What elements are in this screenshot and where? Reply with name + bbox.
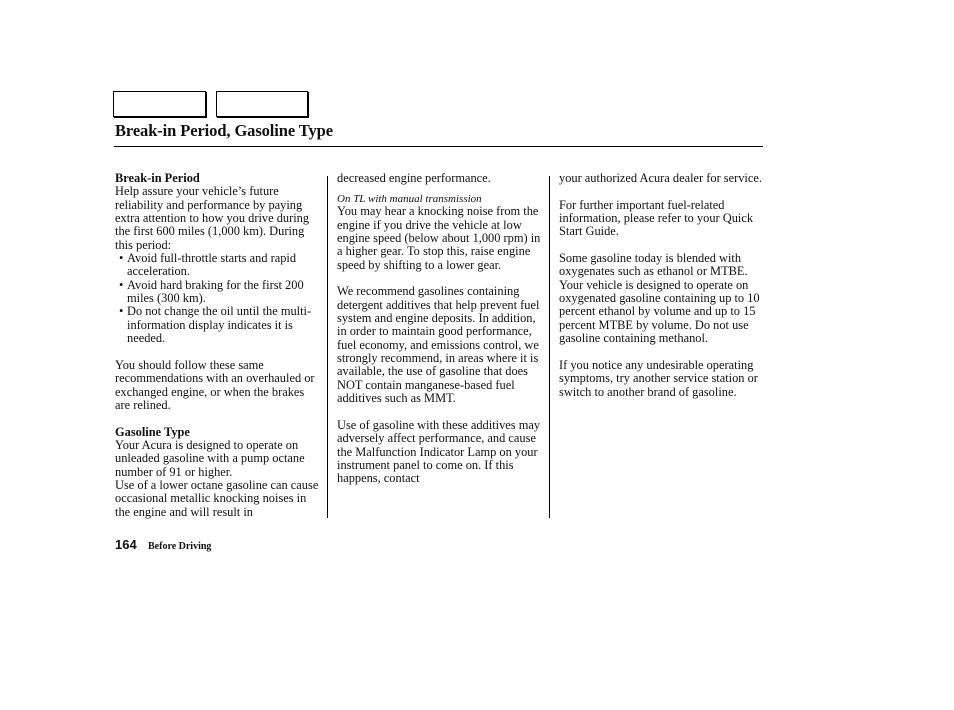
gasoline-paragraph-2: Use of a lower octane gasoline can cause occasional metallic knocking noises in the engine and will result in — [115, 477, 319, 519]
gasoline-paragraph-1: Your Acura is designed to operate on unleaded gasoline with a pump octane number of 91 or higher. — [115, 437, 305, 479]
undesirable-paragraph: If you notice any undesirable operating symptoms, try another service station or switch to another brand of gasoline. — [559, 357, 758, 399]
recommend-paragraph: We recommend gasolines containing detergent additives that help prevent fuel system and engine deposits. In addition, in order to maintain good performance, fuel economy, and emissions control, we strongly recommend, in areas where it is available, the use of gasoline that does NOT contain manganese-based fuel additives such as MMT. — [337, 284, 540, 406]
column-divider — [549, 176, 550, 518]
title-rule — [114, 146, 763, 147]
list-item: • Do not change the oil until the multi-information display indicates it is needed. — [115, 305, 322, 345]
continued-text: decreased engine performance. — [337, 171, 491, 185]
page-title: Break-in Period, Gasoline Type — [115, 121, 333, 140]
text-column-3 — [559, 172, 764, 399]
knock-paragraph: You may hear a knocking noise from the engine if you drive the vehicle at low engine speed (below about 1,000 rpm) in a higher gear. To stop this, raise engine speed by shifting to a lower gear. — [337, 204, 541, 272]
breakin-heading: Break-in Period — [115, 171, 200, 185]
further-info-paragraph: For further important fuel-related information, please refer to your Quick Start Guide. — [559, 197, 754, 239]
list-item: • Avoid hard braking for the first 200 miles (300 km). — [115, 279, 322, 306]
follow-paragraph: You should follow these same recommendations with an overhauled or exchanged engine, or when the brakes are relined. — [115, 357, 315, 412]
continued-text: your authorized Acura dealer for service. — [559, 171, 762, 185]
list-item: • Avoid full-throttle starts and rapid acceleration. — [115, 252, 322, 279]
additives-paragraph: Use of gasoline with these additives may adversely affect performance, and cause the Malfunction Indicator Lamp on your instrument panel to come on. If this happens, contact — [337, 417, 541, 486]
column-divider — [327, 176, 328, 518]
oxygenates-paragraph: Some gasoline today is blended with oxygenates such as ethanol or MTBE. Your vehicle is designed to operate on oxygenated gasoline containing up to 10 percent ethanol by volume and up to 15 percent MTBE by volume. Do not use gasoline containing methanol. — [559, 251, 760, 346]
page-number: 164 — [115, 537, 137, 552]
gasoline-heading: Gasoline Type — [115, 424, 190, 439]
breakin-list — [115, 252, 322, 345]
nav-button-contents[interactable] — [113, 91, 206, 117]
model-note: On TL with manual transmission — [337, 193, 482, 206]
text-column-2 — [337, 172, 544, 486]
text-column-1 — [115, 172, 322, 519]
breakin-intro: Help assure your vehicle’s future reliability and performance by paying extra attention to how you drive during the first 600 miles (1,000 km). During this period: — [115, 184, 310, 252]
nav-button-index[interactable] — [216, 91, 308, 117]
section-name: Before Driving — [148, 541, 212, 552]
